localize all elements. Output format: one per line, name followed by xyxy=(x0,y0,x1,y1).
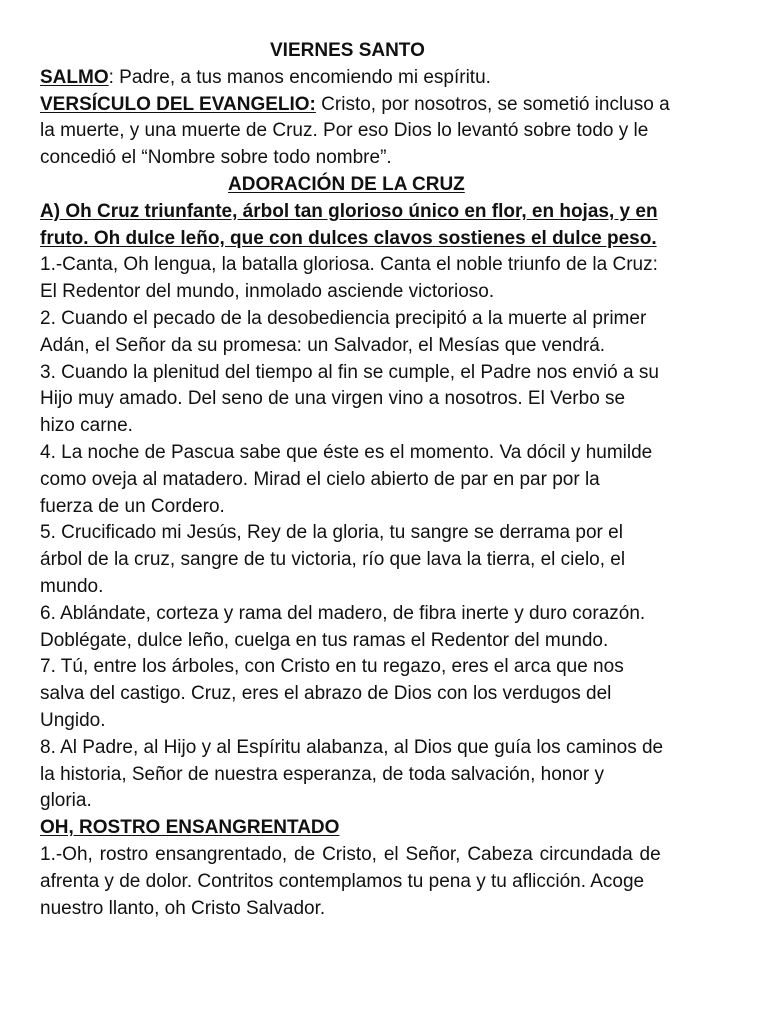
antiphon-line-2: fruto. Oh dulce leño, que con dulces clavos sostienes el dulce peso. xyxy=(40,227,657,249)
stanza-line: Ungido. xyxy=(40,709,106,731)
versiculo-text: Cristo, por nosotros, se sometió incluso a xyxy=(315,93,670,115)
salmo-label: SALMO xyxy=(40,66,109,88)
versiculo-line-3: concedió el “Nombre sobre todo nombre”. xyxy=(40,147,392,169)
stanza-line: gloria. xyxy=(40,790,92,812)
page-title: VIERNES SANTO xyxy=(270,40,425,61)
stanza-line: como oveja al matadero. Mirad el cielo abierto de par en par por la xyxy=(40,468,600,490)
rostro-line-1: 1.-Oh, rostro ensangrentado, de Cristo, el Señor, Cabeza circundada de xyxy=(40,843,661,865)
stanza-5 xyxy=(40,520,730,600)
stanza-6 xyxy=(40,601,730,655)
stanza-8 xyxy=(40,735,730,815)
antiphon-line-1: A) Oh Cruz triunfante, árbol tan glorioso único en flor, en hojas, y en xyxy=(40,200,658,222)
stanza-line: 2. Cuando el pecado de la desobediencia precipitó a la muerte al primer xyxy=(40,307,647,329)
adoracion-heading: ADORACIÓN DE LA CRUZ xyxy=(228,173,465,195)
stanza-line: Doblégate, dulce leño, cuelga en tus ramas el Redentor del mundo. xyxy=(40,629,609,651)
rostro-line-3: nuestro llanto, oh Cristo Salvador. xyxy=(40,897,326,919)
salmo-text: : Padre, a tus manos encomiendo mi espíritu. xyxy=(108,66,491,88)
stanza-line: 8. Al Padre, al Hijo y al Espíritu alabanza, al Dios que guía los caminos de xyxy=(40,736,664,758)
stanza-2 xyxy=(40,306,730,360)
stanza-line: la historia, Señor de nuestra esperanza, de toda salvación, honor y xyxy=(40,763,605,785)
stanza-line: 7. Tú, entre los árboles, con Cristo en tu regazo, eres el arca que nos xyxy=(40,656,624,678)
document-page xyxy=(40,38,730,922)
stanza-line: 5. Crucificado mi Jesús, Rey de la gloria, tu sangre se derrama por el xyxy=(40,522,623,544)
stanza-line: árbol de la cruz, sangre de tu victoria, río que lava la tierra, el cielo, el xyxy=(40,549,626,571)
stanza-line: Hijo muy amado. Del seno de una virgen vino a nosotros. El Verbo se xyxy=(40,388,626,410)
stanza-line: mundo. xyxy=(40,575,104,597)
stanza-line: hizo carne. xyxy=(40,415,133,437)
versiculo-label: VERSÍCULO DEL EVANGELIO: xyxy=(40,93,316,115)
stanza-line: El Redentor del mundo, inmolado asciende victorioso. xyxy=(40,281,495,303)
versiculo-line-2: la muerte, y una muerte de Cruz. Por eso Dios lo levantó sobre todo y le xyxy=(40,120,649,142)
stanza-3 xyxy=(40,360,730,440)
stanza-7 xyxy=(40,654,730,734)
salmo-line xyxy=(40,65,730,92)
stanza-4 xyxy=(40,440,730,520)
stanza-line: 4. La noche de Pascua sabe que éste es el momento. Va dócil y humilde xyxy=(40,441,653,463)
stanza-line: 3. Cuando la plenitud del tiempo al fin se cumple, el Padre nos envió a su xyxy=(40,361,659,383)
stanza-line: salva del castigo. Cruz, eres el abrazo de Dios con los verdugos del xyxy=(40,683,612,705)
stanza-line: Adán, el Señor da su promesa: un Salvador, el Mesías que vendrá. xyxy=(40,334,606,356)
versiculo-line-1 xyxy=(40,92,730,119)
rostro-line-2: afrenta y de dolor. Contritos contemplamos tu pena y tu aflicción. Acoge xyxy=(40,870,645,892)
stanza-line: fuerza de un Cordero. xyxy=(40,495,225,517)
stanza-1 xyxy=(40,252,730,306)
stanza-line: 1.-Canta, Oh lengua, la batalla gloriosa. Canta el noble triunfo de la Cruz: xyxy=(40,254,658,276)
stanza-line: 6. Ablándate, corteza y rama del madero, de fibra inerte y duro corazón. xyxy=(40,602,646,624)
rostro-heading: OH, ROSTRO ENSANGRENTADO xyxy=(40,817,340,839)
